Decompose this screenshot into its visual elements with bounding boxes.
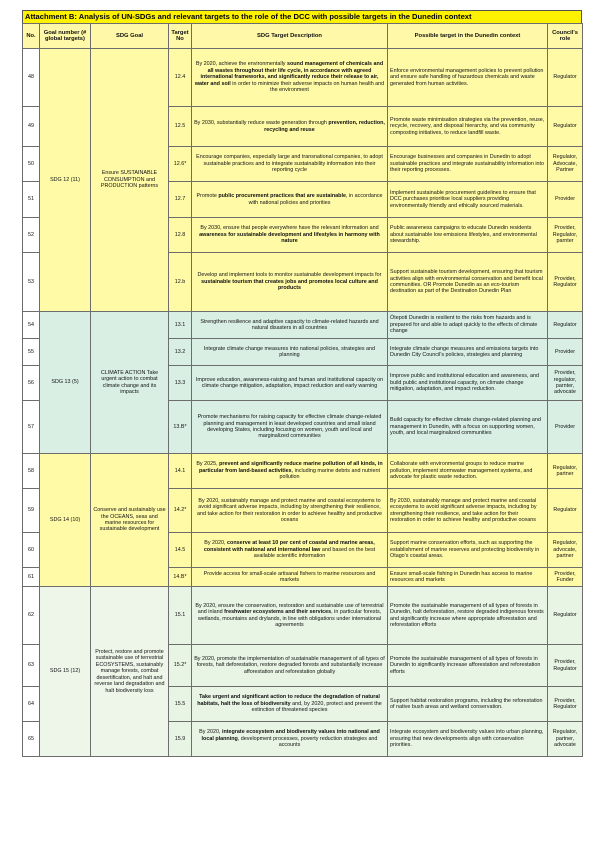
- target-number: 15.5: [169, 687, 192, 722]
- target-description: By 2020, ensure the conservation, restoration and sustainable use of terrestrial and inland freshwater ecosystems and their services, in particular forests, wetlands, mountains and drylands, in line with obligations under international agreements: [192, 587, 388, 645]
- local-target: Promote the sustainable management of all types of forests in Dunedin, halt deforestation, restore degraded indigenous forests and significantly increase where appropriate afforestation and reforestation efforts: [388, 587, 548, 645]
- target-number: 15.2*: [169, 645, 192, 687]
- target-description: Integrate climate change measures into national policies, strategies and planning: [192, 339, 388, 366]
- local-target: Implement sustainable procurement guidelines to ensure that DCC purchases prioritise local suppliers providing environmentally friendly and ethically sourced materials.: [388, 182, 548, 218]
- target-number: 14.5: [169, 533, 192, 568]
- header-row: [23, 24, 583, 49]
- row-number: 65: [23, 722, 40, 757]
- target-description: By 2025, prevent and significantly reduce marine pollution of all kinds, in particular from land-based activities, including marine debris and nutrient pollution: [192, 454, 388, 489]
- local-target: Support sustainable tourism development, ensuring that tourism activities align with environmental conservation and benefit local communities. OR Promote Dunedin as an eco-tourism destination as part of the Destination Dunedin Plan: [388, 253, 548, 312]
- row-number: 63: [23, 645, 40, 687]
- target-description: By 2030, ensure that people everywhere have the relevant information and awareness for sustainable development and lifestyles in harmony with nature: [192, 218, 388, 253]
- row-number: 53: [23, 253, 40, 312]
- sdg-goal-cell: Ensure SUSTAINABLE CONSUMPTION and PRODUCTION patterns: [91, 49, 169, 312]
- row-number: 64: [23, 687, 40, 722]
- table-row: [23, 312, 583, 339]
- target-description: By 2020, integrate ecosystem and biodiversity values into national and local planning, development processes, poverty reduction strategies and accounts: [192, 722, 388, 757]
- target-description: By 2020, achieve the environmentally sound management of chemicals and all wastes throughout their life cycle, in accordance with agreed international frameworks, and significantly reduce their release to air, water and soil in order to minimize their adverse impacts on human health and the environment: [192, 49, 388, 107]
- local-target: Encourage businesses and companies in Dunedin to adopt sustainable practices and integrate sustainability information into their reporting processes.: [388, 147, 548, 182]
- row-number: 56: [23, 366, 40, 401]
- header-no: No.: [23, 24, 40, 49]
- header-target-no: Target No: [169, 24, 192, 49]
- council-role: Provider, regulator, parnter, advocate: [548, 366, 583, 401]
- row-number: 55: [23, 339, 40, 366]
- row-number: 57: [23, 401, 40, 454]
- local-target: Improve public and institutional education and awareness, and build public and institutional capacity, on climate change mitigation, adaptation, and impact reduction.: [388, 366, 548, 401]
- row-number: 49: [23, 107, 40, 147]
- header-sdg-goal: SDG Goal: [91, 24, 169, 49]
- target-number: 14.2*: [169, 489, 192, 533]
- local-target: Support habitat restoration programs, including the reforestation of native bush areas and wetland conservation.: [388, 687, 548, 722]
- local-target: Build capacity for effective climate change-related planning and management in Dunedin, with a focus on supporting women, youth, and local marginalized communities: [388, 401, 548, 454]
- council-role: Regulator, partner, advocate: [548, 722, 583, 757]
- council-role: Regulator: [548, 587, 583, 645]
- goal-number-cell: SDG 13 (5): [40, 312, 91, 454]
- target-description: By 2020, sustainably manage and protect marine and coastal ecosystems to avoid significant adverse impacts, including by strengthening their resilience, and take action for their restoration in order to achieve healthy and productive oceans: [192, 489, 388, 533]
- attachment-title: Attachment B: Analysis of UN-SDGs and relevant targets to the role of the DCC with possible targets in the Dunedin context: [22, 10, 582, 23]
- row-number: 52: [23, 218, 40, 253]
- sdg-table: [22, 23, 583, 757]
- goal-number-cell: SDG 14 (10): [40, 454, 91, 587]
- target-description: Promote mechanisms for raising capacity for effective climate change-related planning and management in least developed countries and small island developing States, including focusing on women, youth and local and marginalized communities: [192, 401, 388, 454]
- attachment-page: [22, 10, 582, 757]
- council-role: Provider, Regulator: [548, 645, 583, 687]
- target-description: By 2030, substantially reduce waste generation through prevention, reduction, recycling and reuse: [192, 107, 388, 147]
- council-role: Provider: [548, 339, 583, 366]
- local-target: Integrate ecosystem and biodiversity values into urban planning, ensuring that new developments align with conservation priorities.: [388, 722, 548, 757]
- council-role: Provider, Regulator: [548, 687, 583, 722]
- header-goal-number: Goal number (# global targets): [40, 24, 91, 49]
- table-row: [23, 587, 583, 645]
- target-number: 12.4: [169, 49, 192, 107]
- target-number: 15.9: [169, 722, 192, 757]
- target-description: Improve education, awareness-raising and human and institutional capacity on climate change mitigation, adaptation, impact reduction and early warning: [192, 366, 388, 401]
- target-number: 15.1: [169, 587, 192, 645]
- target-number: 12.5: [169, 107, 192, 147]
- council-role: Regulator: [548, 489, 583, 533]
- target-number: 13.2: [169, 339, 192, 366]
- row-number: 59: [23, 489, 40, 533]
- local-target: Promote waste minimisation strategies via the prevention, reuse, recycle, recovery, and disposal hierarchy, and via community composting initiatives, to reduce landfill waste.: [388, 107, 548, 147]
- row-number: 58: [23, 454, 40, 489]
- local-target: Ensure small-scale fishing in Dunedin has access to marine resources and markets: [388, 568, 548, 587]
- header-role: Council's role: [548, 24, 583, 49]
- target-number: 13.B*: [169, 401, 192, 454]
- target-description: Develop and implement tools to monitor sustainable development impacts for sustainable tourism that creates jobs and promotes local culture and products: [192, 253, 388, 312]
- table-row: [23, 49, 583, 107]
- row-number: 50: [23, 147, 40, 182]
- local-target: Integrate climate change measures and emissions targets into Dunedin City Council's policies, strategies and planning: [388, 339, 548, 366]
- table-row: [23, 454, 583, 489]
- target-number: 13.3: [169, 366, 192, 401]
- council-role: Provider: [548, 182, 583, 218]
- goal-number-cell: SDG 12 (11): [40, 49, 91, 312]
- target-number: 12.7: [169, 182, 192, 218]
- target-description: Take urgent and significant action to reduce the degradation of natural habitats, halt the loss of biodiversity and, by 2020, protect and prevent the extinction of threatened species: [192, 687, 388, 722]
- target-description: By 2020, conserve at least 10 per cent of coastal and marine areas, consistent with national and international law and based on the best available scientific information: [192, 533, 388, 568]
- target-number: 14.B*: [169, 568, 192, 587]
- council-role: Provider, Funder: [548, 568, 583, 587]
- target-number: 12.b: [169, 253, 192, 312]
- council-role: Regulator: [548, 312, 583, 339]
- council-role: Provider: [548, 401, 583, 454]
- target-number: 12.6*: [169, 147, 192, 182]
- local-target: Public awareness campaigns to educate Dunedin residents about sustainable low emissions lifestyles, and environmental stewardship.: [388, 218, 548, 253]
- header-description: SDG Target Description: [192, 24, 388, 49]
- target-description: By 2020, promote the implementation of sustainable management of all types of forests, halt deforestation, restore degraded forests and substantially increase afforestation and reforestation globally: [192, 645, 388, 687]
- local-target: Collaborate with environmental groups to reduce marine pollution, implement stormwater management systems, and advocate for plastic waste reduction.: [388, 454, 548, 489]
- local-target: Enforce environmental management policies to prevent pollution and ensure safe handling of hazardous chemicals and waste generated from human activities.: [388, 49, 548, 107]
- row-number: 51: [23, 182, 40, 218]
- row-number: 54: [23, 312, 40, 339]
- local-target: Promote the sustainable management of all types of forests in Dunedin to significantly increase afforestation and reforestation efforts: [388, 645, 548, 687]
- sdg-goal-cell: Protect, restore and promote sustainable use of terrestrial ECOSYSTEMS, sustainably manage forests, combat desertification, and halt and reverse land degradation and halt biodiversity loss: [91, 587, 169, 757]
- council-role: Regulator: [548, 49, 583, 107]
- row-number: 61: [23, 568, 40, 587]
- sdg-goal-cell: Conserve and sustainably use the OCEANS, seas and marine resources for sustainable development: [91, 454, 169, 587]
- council-role: Regulator, advocate, partner: [548, 533, 583, 568]
- council-role: Provider, Regulator, parnter: [548, 218, 583, 253]
- target-description: Promote public procurement practices that are sustainable, in accordance with national policies and priorities: [192, 182, 388, 218]
- header-local-target: Possible target in the Dunedin context: [388, 24, 548, 49]
- target-description: Encourage companies, especially large and transnational companies, to adopt sustainable practices and to integrate sustainability information into their reporting cycle: [192, 147, 388, 182]
- row-number: 62: [23, 587, 40, 645]
- goal-number-cell: SDG 15 (12): [40, 587, 91, 757]
- target-description: Provide access for small-scale artisanal fishers to marine resources and markets: [192, 568, 388, 587]
- sdg-goal-cell: CLIMATE ACTION Take urgent action to combat climate change and its impacts: [91, 312, 169, 454]
- council-role: Regulator, partner: [548, 454, 583, 489]
- target-number: 13.1: [169, 312, 192, 339]
- council-role: Regulator, Advocate, Partner: [548, 147, 583, 182]
- local-target: Ōtepoti Dunedin is resilient to the risks from hazards and is prepared for and able to adapt quickly to the effects of climate change: [388, 312, 548, 339]
- local-target: Support marine conservation efforts, such as supporting the establishment of marine reserves and protecting biodiversity in Otago's coastal areas.: [388, 533, 548, 568]
- target-description: Strengthen resilience and adaptive capacity to climate-related hazards and natural disasters in all countries: [192, 312, 388, 339]
- council-role: Provider, Regulator: [548, 253, 583, 312]
- target-number: 12.8: [169, 218, 192, 253]
- council-role: Regulator: [548, 107, 583, 147]
- row-number: 48: [23, 49, 40, 107]
- target-number: 14.1: [169, 454, 192, 489]
- local-target: By 2030, sustainably manage and protect marine and coastal ecosystems to avoid significant adverse impacts, including by strengthening their resilience, and take action for their restoration in order to achieve healthy and productive oceans: [388, 489, 548, 533]
- row-number: 60: [23, 533, 40, 568]
